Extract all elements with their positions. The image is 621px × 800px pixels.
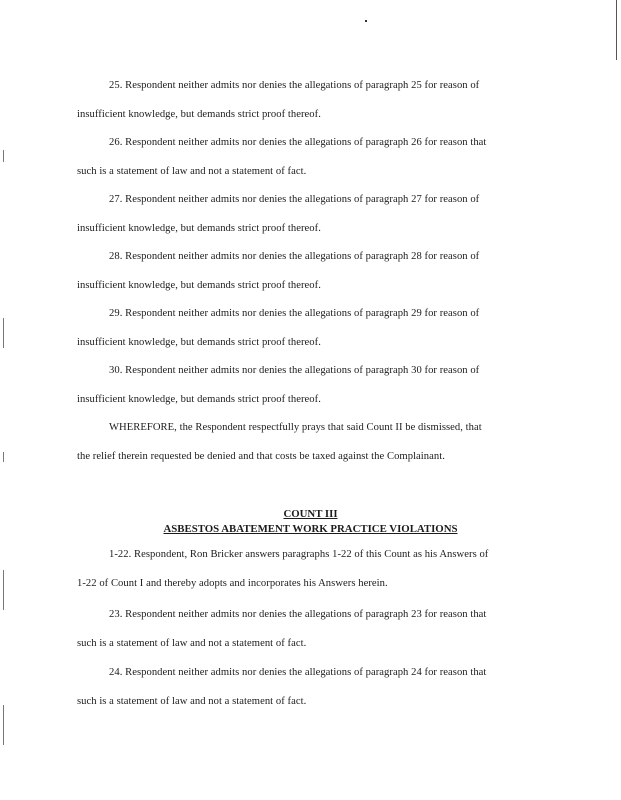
paragraph-first-line: 29. Respondent neither admits nor denies the allegations of paragraph 29 for reason of bbox=[109, 308, 480, 319]
paragraph-first-line: 30. Respondent neither admits nor denies the allegations of paragraph 30 for reason of bbox=[109, 365, 480, 376]
scan-edge-mark bbox=[3, 570, 4, 610]
paragraph-continuation: insufficient knowledge, but demands strict proof thereof. bbox=[77, 222, 321, 234]
paragraph-first-line: 28. Respondent neither admits nor denies the allegations of paragraph 28 for reason of bbox=[109, 251, 480, 262]
paragraph-first-line: 23. Respondent neither admits nor denies the allegations of paragraph 23 for reason that bbox=[109, 609, 487, 620]
paragraph-first-line: WHEREFORE, the Respondent respectfully prays that said Count II be dismissed, that bbox=[109, 422, 482, 433]
scan-edge-mark bbox=[3, 318, 4, 348]
paragraph-continuation: the relief therein requested be denied and that costs be taxed against the Complainant. bbox=[77, 450, 445, 462]
paragraph-first-line: 25. Respondent neither admits nor denies the allegations of paragraph 25 for reason of bbox=[109, 80, 480, 91]
paragraph-29 bbox=[77, 300, 547, 357]
paragraph-1-22 bbox=[77, 541, 547, 598]
paragraph-continuation: insufficient knowledge, but demands strict proof thereof. bbox=[77, 393, 321, 405]
paragraph-continuation: insufficient knowledge, but demands strict proof thereof. bbox=[77, 108, 321, 120]
scan-edge-mark bbox=[3, 705, 4, 745]
paragraph-continuation: 1-22 of Count I and thereby adopts and incorporates his Answers herein. bbox=[77, 577, 388, 589]
paragraph-continuation: such is a statement of law and not a statement of fact. bbox=[77, 695, 307, 707]
count-heading-subtitle: ASBESTOS ABATEMENT WORK PRACTICE VIOLATIONS bbox=[163, 523, 458, 535]
paragraph-26 bbox=[77, 129, 547, 186]
scan-edge-mark bbox=[616, 0, 617, 60]
paragraph-continuation: insufficient knowledge, but demands strict proof thereof. bbox=[77, 279, 321, 291]
scan-edge-mark bbox=[3, 150, 4, 162]
paragraph-25 bbox=[77, 72, 547, 129]
paragraph-30 bbox=[77, 357, 547, 414]
paragraph-continuation: such is a statement of law and not a statement of fact. bbox=[77, 165, 307, 177]
paragraph-first-line: 27. Respondent neither admits nor denies the allegations of paragraph 27 for reason of bbox=[109, 194, 480, 205]
paragraph-24 bbox=[77, 659, 547, 716]
paragraph-27 bbox=[77, 186, 547, 243]
count-heading-title: COUNT III bbox=[283, 508, 338, 520]
scan-speck bbox=[365, 20, 367, 22]
paragraph-continuation: such is a statement of law and not a statement of fact. bbox=[77, 637, 307, 649]
paragraph-28 bbox=[77, 243, 547, 300]
paragraph-23 bbox=[77, 601, 547, 658]
paragraph-continuation: insufficient knowledge, but demands strict proof thereof. bbox=[77, 336, 321, 348]
paragraph-first-line: 24. Respondent neither admits nor denies the allegations of paragraph 24 for reason that bbox=[109, 667, 487, 678]
paragraph-first-line: 1-22. Respondent, Ron Bricker answers paragraphs 1-22 of this Count as his Answers of bbox=[109, 549, 489, 560]
wherefore-paragraph bbox=[77, 414, 547, 471]
paragraph-first-line: 26. Respondent neither admits nor denies the allegations of paragraph 26 for reason that bbox=[109, 137, 487, 148]
scan-edge-mark bbox=[3, 452, 4, 462]
